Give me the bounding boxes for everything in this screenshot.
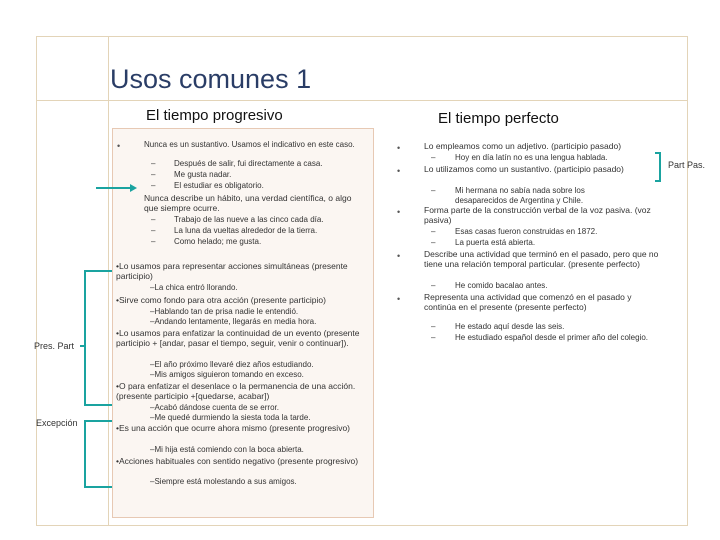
left-example: –El año próximo llevaré diez años estudiando. (150, 360, 314, 369)
pres-part-label: Pres. Part (34, 341, 75, 351)
left-bullet-3: •Lo usamos para representar acciones simultáneas (presente participio) (116, 261, 348, 281)
dash: – (151, 226, 156, 235)
dash: – (431, 227, 436, 236)
left-example: El estudiar es obligatorio. (174, 181, 264, 190)
bracket-line (84, 420, 86, 488)
bracket-line (84, 270, 112, 272)
left-example: Trabajo de las nueve a las cinco cada día. (174, 215, 324, 224)
left-example: –Hablando tan de prisa nadie le entendió. (150, 307, 299, 316)
bullet: • (117, 141, 121, 151)
dash: – (431, 333, 436, 342)
left-bullet-6: •O para enfatizar el desenlace o la permanencia de una acción. (presente participio +[quedarse, acabar]) (116, 381, 356, 401)
bullet: • (397, 207, 401, 217)
left-example: –Siempre está molestando a sus amigos. (150, 477, 297, 486)
bullet: • (397, 251, 401, 261)
dash: – (151, 159, 156, 168)
left-example: –Me quedé durmiendo la siesta toda la tarde. (150, 413, 311, 422)
left-bullet-1: Nunca es un sustantivo. Usamos el indicativo en este caso. (144, 140, 355, 149)
left-example: –La chica entró llorando. (150, 283, 238, 292)
dash: – (151, 215, 156, 224)
right-example: He estudiado español desde el primer año del colegio. (455, 333, 649, 342)
bracket-line (659, 152, 661, 182)
dash: – (431, 281, 436, 290)
accent-line-vertical (108, 36, 109, 526)
left-bullet-8: •Acciones habituales con sentido negativo (presente progresivo) (116, 456, 359, 466)
dash: – (151, 181, 156, 190)
left-column-heading: El tiempo progresivo (146, 107, 283, 124)
right-example: He estado aquí desde las seis. (455, 322, 565, 331)
dash: – (431, 186, 436, 195)
dash: – (431, 322, 436, 331)
dash: – (431, 238, 436, 247)
right-bullet-1: Lo empleamos como un adjetivo. (participio pasado) (424, 141, 622, 151)
part-pas-label: Part Pas. (668, 160, 706, 170)
left-example: –Acabó dándose cuenta de se error. (150, 403, 279, 412)
right-bullet-4: Describe una actividad que terminó en el pasado, pero que no tiene una relación temporal particular. (presente perfecto) (424, 249, 659, 269)
bullet: • (397, 294, 401, 304)
left-example: Me gusta nadar. (174, 170, 232, 179)
left-bullet-2: Nunca describe un hábito, una verdad científica, o algo que siempre ocurre. (144, 193, 352, 213)
dash: – (151, 237, 156, 246)
right-example: Mi hermana no sabía nada sobre los desaparecidos de Argentina y Chile. (455, 186, 585, 205)
dash: – (431, 153, 436, 162)
right-column-heading: El tiempo perfecto (438, 110, 559, 127)
left-bullet-7: •Es una acción que ocurre ahora mismo (presente progresivo) (116, 423, 351, 433)
arrowhead-icon (130, 184, 137, 192)
right-example: He comido bacalao antes. (455, 281, 548, 290)
left-example: –Andando lentamente, llegarás en media hora. (150, 317, 317, 326)
bracket-line (84, 420, 112, 422)
bracket-line (84, 486, 112, 488)
left-example: Como helado; me gusta. (174, 237, 262, 246)
excepcion-label: Excepción (36, 418, 78, 428)
left-example: –Mi hija está comiendo con la boca abierta. (150, 445, 304, 454)
bracket-line (84, 270, 86, 406)
bullet: • (397, 143, 401, 153)
bracket-line (655, 152, 661, 154)
right-example: Hoy en día latín no es una lengua hablada. (455, 153, 608, 162)
slide-title: Usos comunes 1 (110, 64, 312, 94)
left-bullet-4: •Sirve como fondo para otra acción (presente participio) (116, 295, 326, 305)
bullet: • (397, 166, 401, 176)
accent-line-horizontal (36, 100, 688, 101)
connector-arrow (96, 187, 132, 189)
right-example: Esas casas fueron construidas en 1872. (455, 227, 598, 236)
bracket-line (80, 345, 86, 347)
right-example: La puerta está abierta. (455, 238, 536, 247)
left-bullet-5: •Lo usamos para enfatizar la continuidad de un evento (presente participio + [andar, pasar el tiempo, seguir, venir o continuar]). (116, 328, 360, 348)
left-example: Después de salir, fui directamente a casa. (174, 159, 323, 168)
bracket-line (655, 180, 661, 182)
right-bullet-5: Representa una actividad que comenzó en el pasado y continúa en el presente (presente perfecto) (424, 292, 632, 312)
dash: – (151, 170, 156, 179)
right-bullet-2: Lo utilizamos como un sustantivo. (participio pasado) (424, 164, 624, 174)
left-example: La luna da vueltas alrededor de la tierra. (174, 226, 318, 235)
left-example: –Mis amigos siguieron tomando en exceso. (150, 370, 304, 379)
bracket-line (84, 404, 112, 406)
right-bullet-3: Forma parte de la construcción verbal de la voz pasiva. (voz pasiva) (424, 205, 651, 225)
